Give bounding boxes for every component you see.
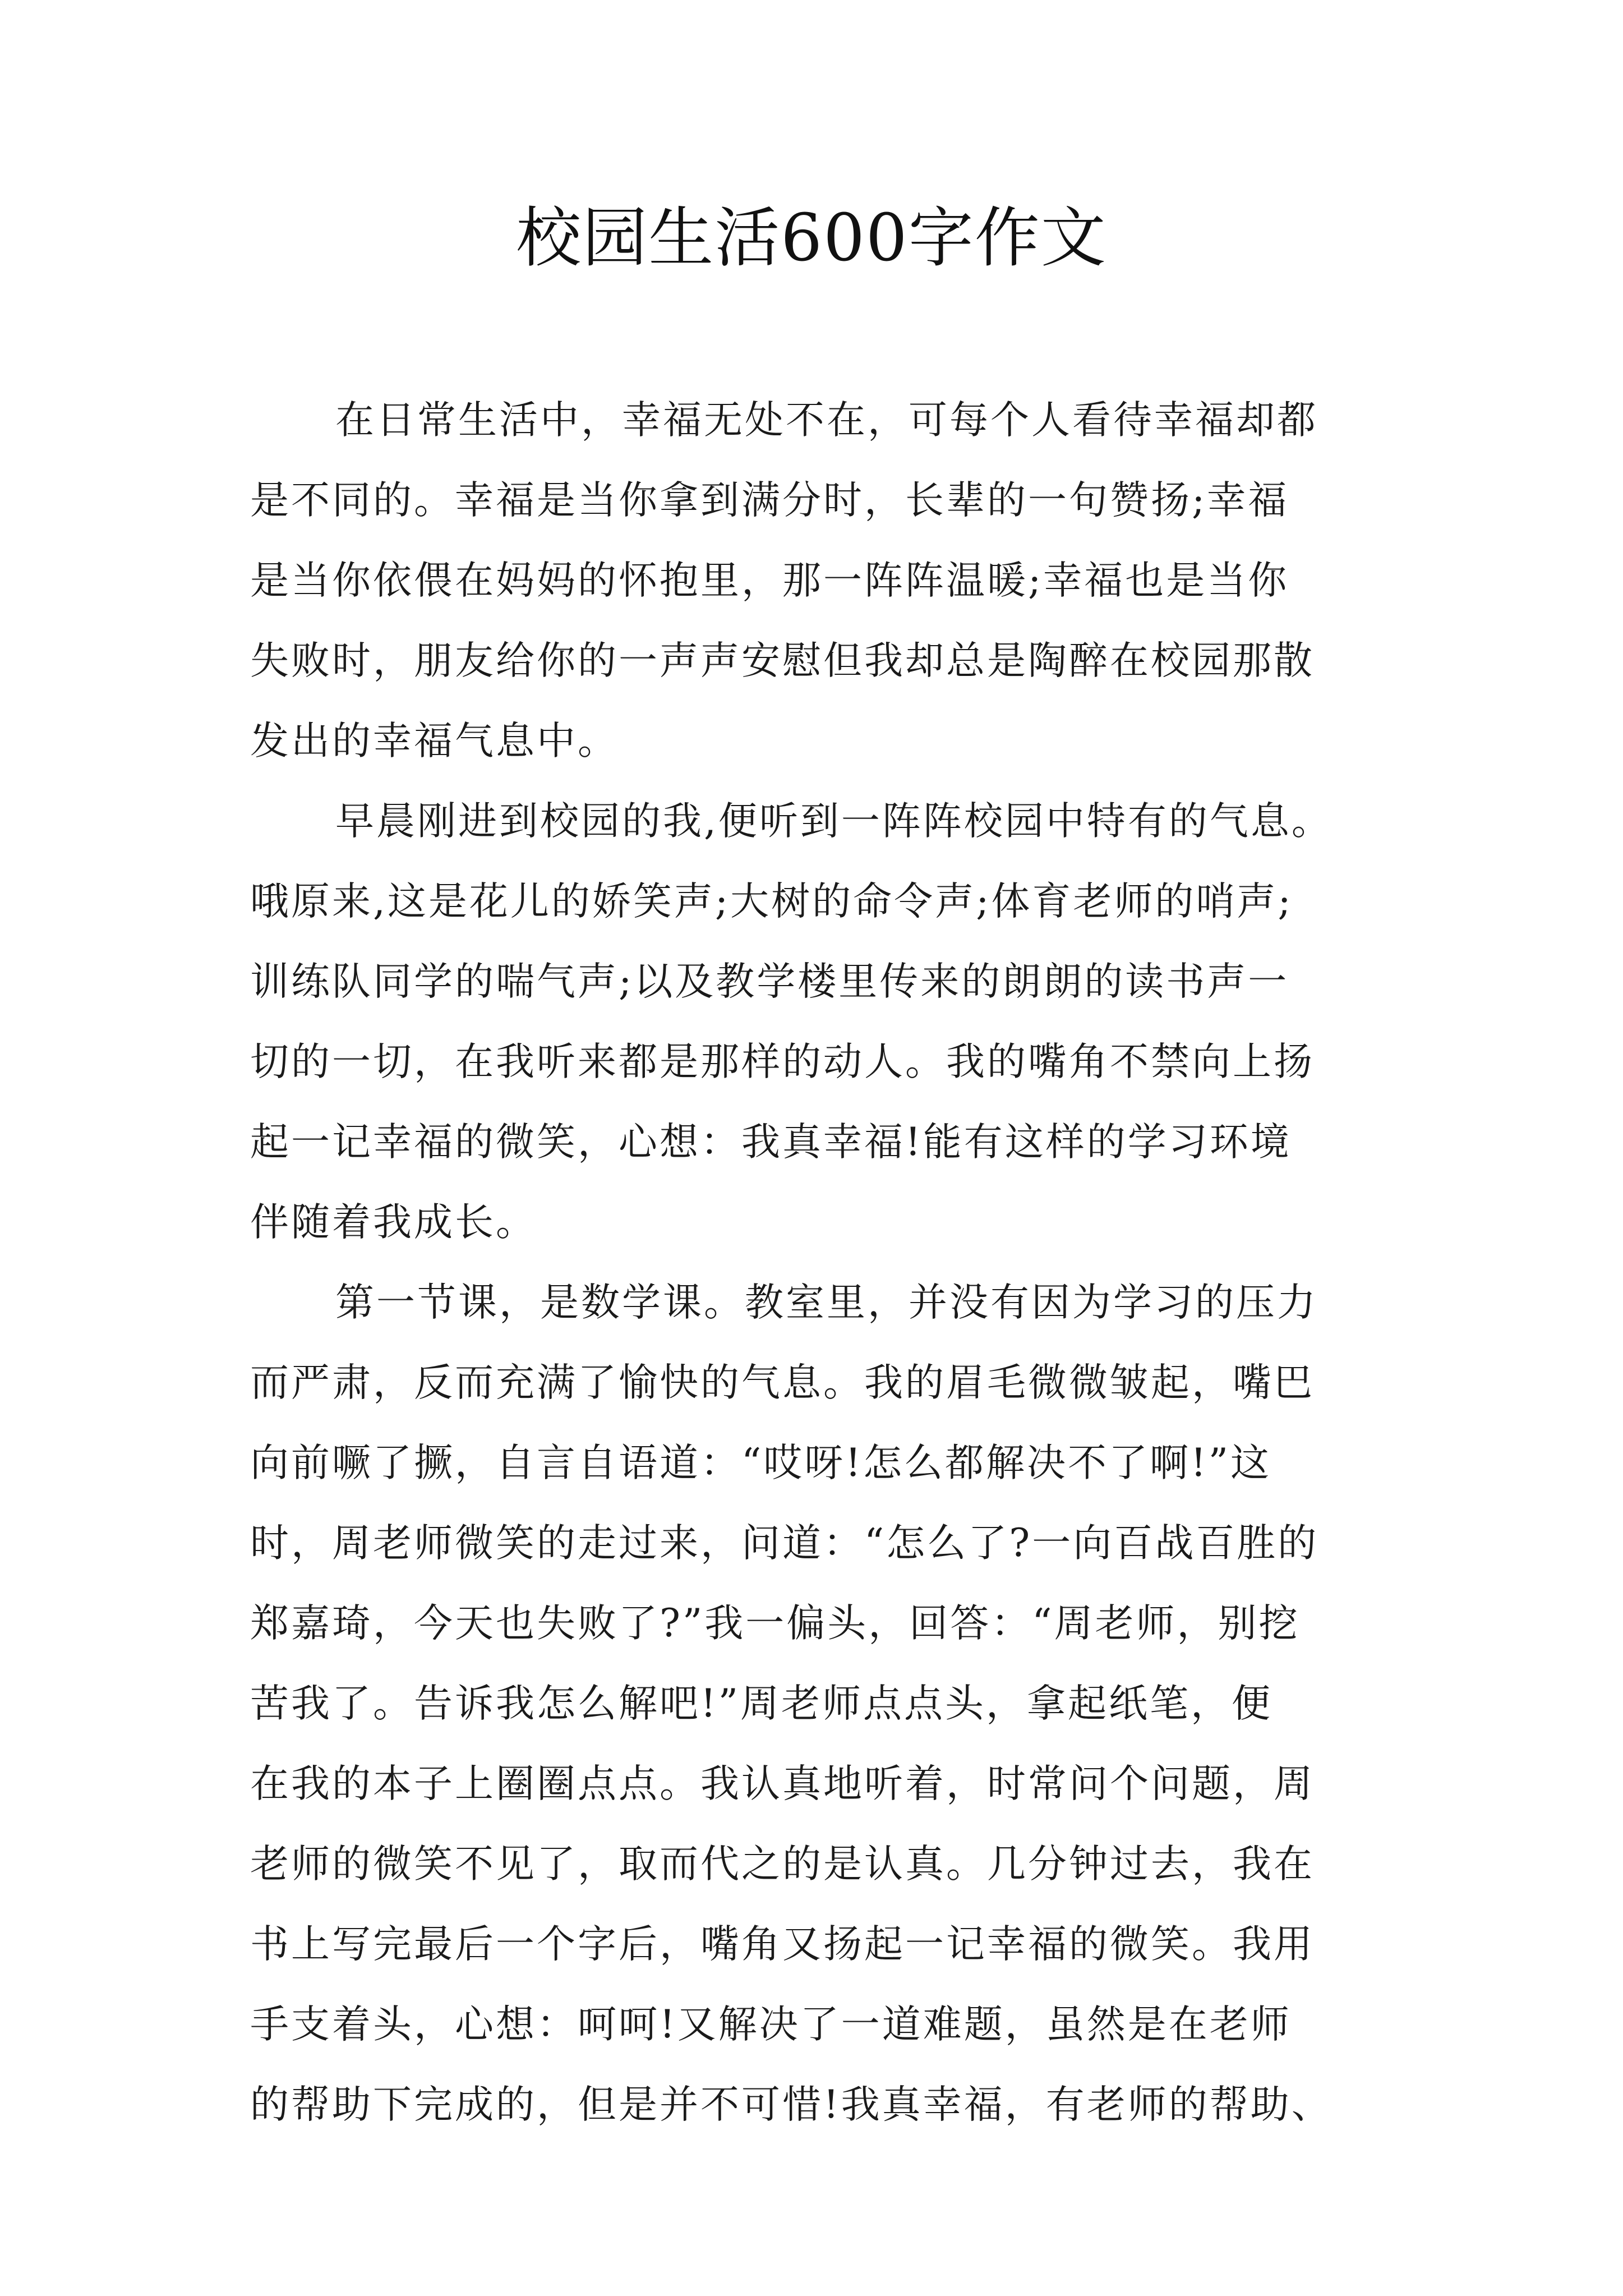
text-line: 在我的本子上圈圈点点。我认真地听着，时常问个问题，周	[250, 1761, 1315, 1806]
text-line: 苦我了。告诉我怎么解吧!”周老师点点头，拿起纸笔，便	[250, 1681, 1273, 1726]
text-line: 起一记幸福的微笑，心想：我真幸福!能有这样的学习环境	[250, 1120, 1292, 1165]
document-body	[250, 380, 1383, 2145]
text-line: 而严肃，反而充满了愉快的气息。我的眉毛微微皱起，嘴巴	[250, 1360, 1315, 1405]
text-line: 切的一切，在我听来都是那样的动人。我的嘴角不禁向上扬	[250, 1039, 1315, 1084]
text-line: 的帮助下完成的，但是并不可惜!我真幸福，有老师的帮助、	[250, 2082, 1332, 2127]
text-line: 老师的微笑不见了，取而代之的是认真。几分钟过去，我在	[250, 1842, 1315, 1887]
text-line: 是当你依偎在妈妈的怀抱里，那一阵阵温暖;幸福也是当你	[250, 558, 1289, 603]
text-line: 郑嘉琦，今天也失败了?”我一偏头，回答：“周老师，别挖	[250, 1601, 1300, 1646]
text-line: 手支着头，心想：呵呵!又解决了一道难题，虽然是在老师	[250, 2002, 1292, 2047]
document-title: 校园生活600字作文	[516, 200, 1107, 276]
paragraph-1	[250, 380, 1383, 781]
text-line: 早晨刚进到校园的我,便听到一阵阵校园中特有的气息。	[335, 799, 1332, 844]
paragraph-3	[250, 1263, 1383, 2145]
text-line: 发出的幸福气息中。	[250, 719, 619, 763]
text-line: 训练队同学的喘气声;以及教学楼里传来的朗朗的读书声一	[250, 959, 1289, 1004]
text-line: 伴随着我成长。	[250, 1200, 537, 1245]
text-line: 向前噘了撅，自言自语道：“哎呀!怎么都解决不了啊!”这	[250, 1441, 1272, 1485]
text-line: 失败时，朋友给你的一声声安慰但我却总是陶醉在校园那散	[250, 638, 1315, 683]
text-line: 时，周老师微笑的走过来，问道：“怎么了?一向百战百胜的	[250, 1521, 1319, 1566]
text-line: 在日常生活中，幸福无处不在，可每个人看待幸福却都	[335, 398, 1318, 443]
text-line: 第一节课，是数学课。教室里，并没有因为学习的压力	[335, 1280, 1318, 1325]
text-line: 哦原来,这是花儿的娇笑声;大树的命令声;体育老师的哨声;	[250, 879, 1293, 924]
text-line: 是不同的。幸福是当你拿到满分时，长辈的一句赞扬;幸福	[250, 478, 1289, 523]
paragraph-2	[250, 781, 1383, 1263]
text-line: 书上写完最后一个字后，嘴角又扬起一记幸福的微笑。我用	[250, 1922, 1315, 1967]
